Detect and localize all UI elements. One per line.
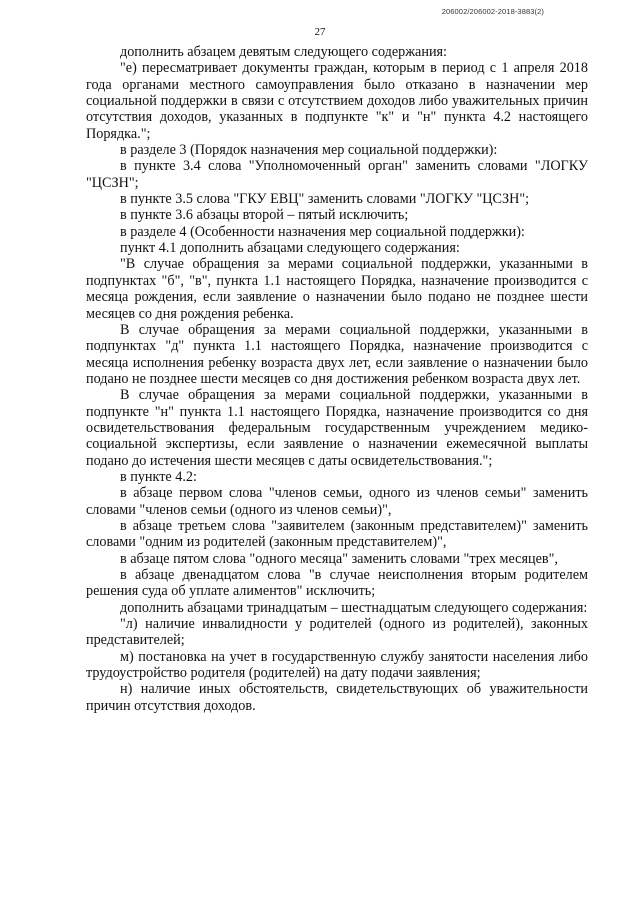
paragraph: В случае обращения за мерами социальной поддержки, указанными в подпункте "н" пункта 1.1 настоящего Порядка, назначение производится со дня освидетельствования федеральным государственным учреждением медико-социальной экспертизы, если заявление о назначении ежемесячной выплаты подано до истечения шести месяцев с даты освидетельствования."; [86,387,588,469]
page-number: 27 [314,26,326,38]
paragraph: в абзаце пятом слова "одного месяца" заменить словами "трех месяцев", [120,550,558,567]
paragraph: в абзаце третьем слова "заявителем (законным представителем)" заменить словами "одним из родителей (законным представителем)", [86,517,588,551]
paragraph: в пункте 3.4 слова "Уполномоченный орган" заменить словами "ЛОГКУ "ЦСЗН"; [86,158,588,191]
paragraph: пункт 4.1 дополнить абзацами следующего содержания: [120,240,460,257]
paragraph: "е) пересматривает документы граждан, которым в период с 1 апреля 2018 года органами местного самоуправления было отказано в назначении мер социальной поддержки в связи с отсутствием доходов либо уважительных причин отсутствия доходов, указанных в подпункте "к" и "н" пункта 4.2 настоящего Порядка."; [86,60,588,142]
paragraph: в разделе 4 (Особенности назначения мер социальной поддержки): [120,223,525,240]
paragraph: в абзаце двенадцатом слова "в случае неисполнения вторым родителем решения суда об уплате алиментов" исключить; [86,567,588,600]
paragraph: н) наличие иных обстоятельств, свидетельствующих об уважительности причин отсутствия доходов. [86,681,588,714]
paragraph: в абзаце первом слова "членов семьи, одного из членов семьи" заменить словами "членов семьи (одного из членов семьи)", [86,485,588,518]
paragraph: В случае обращения за мерами социальной поддержки, указанными в подпунктах "д" пункта 1.1 настоящего Порядка, назначение производится с месяца исполнения ребенку возраста двух лет, если заявление о назначении было подано не позднее шести месяцев со дня достижения ребенком возраста двух лет. [86,321,588,387]
paragraph: дополнить абзацем девятым следующего содержания: [120,44,448,60]
document-id: 206002/206002-2018-3883(2) [441,7,544,16]
paragraph: "л) наличие инвалидности у родителей (одного из родителей), законных представителей; [86,616,588,649]
paragraph: дополнить абзацами тринадцатым – шестнадцатым следующего содержания: [120,599,588,616]
paragraph: в пункте 3.5 слова "ГКУ ЕВЦ" заменить словами "ЛОГКУ "ЦСЗН"; [120,191,530,208]
paragraph: в разделе 3 (Порядок назначения мер социальной поддержки): [120,142,498,159]
document-body [86,44,588,714]
paragraph: "В случае обращения за мерами социальной поддержки, указанными в подпунктах "б", "в", пункта 1.1 настоящего Порядка, назначение производится с месяца рождения, если заявление о назначении было подано не позднее шести месяцев со дня рождения ребенка. [86,256,588,322]
paragraph: м) постановка на учет в государственную службу занятости населения либо трудоустройство родителя (родителей) на дату подачи заявления; [86,648,588,682]
paragraph: в пункте 4.2: [120,468,197,485]
paragraph: в пункте 3.6 абзацы второй – пятый исключить; [120,207,409,224]
